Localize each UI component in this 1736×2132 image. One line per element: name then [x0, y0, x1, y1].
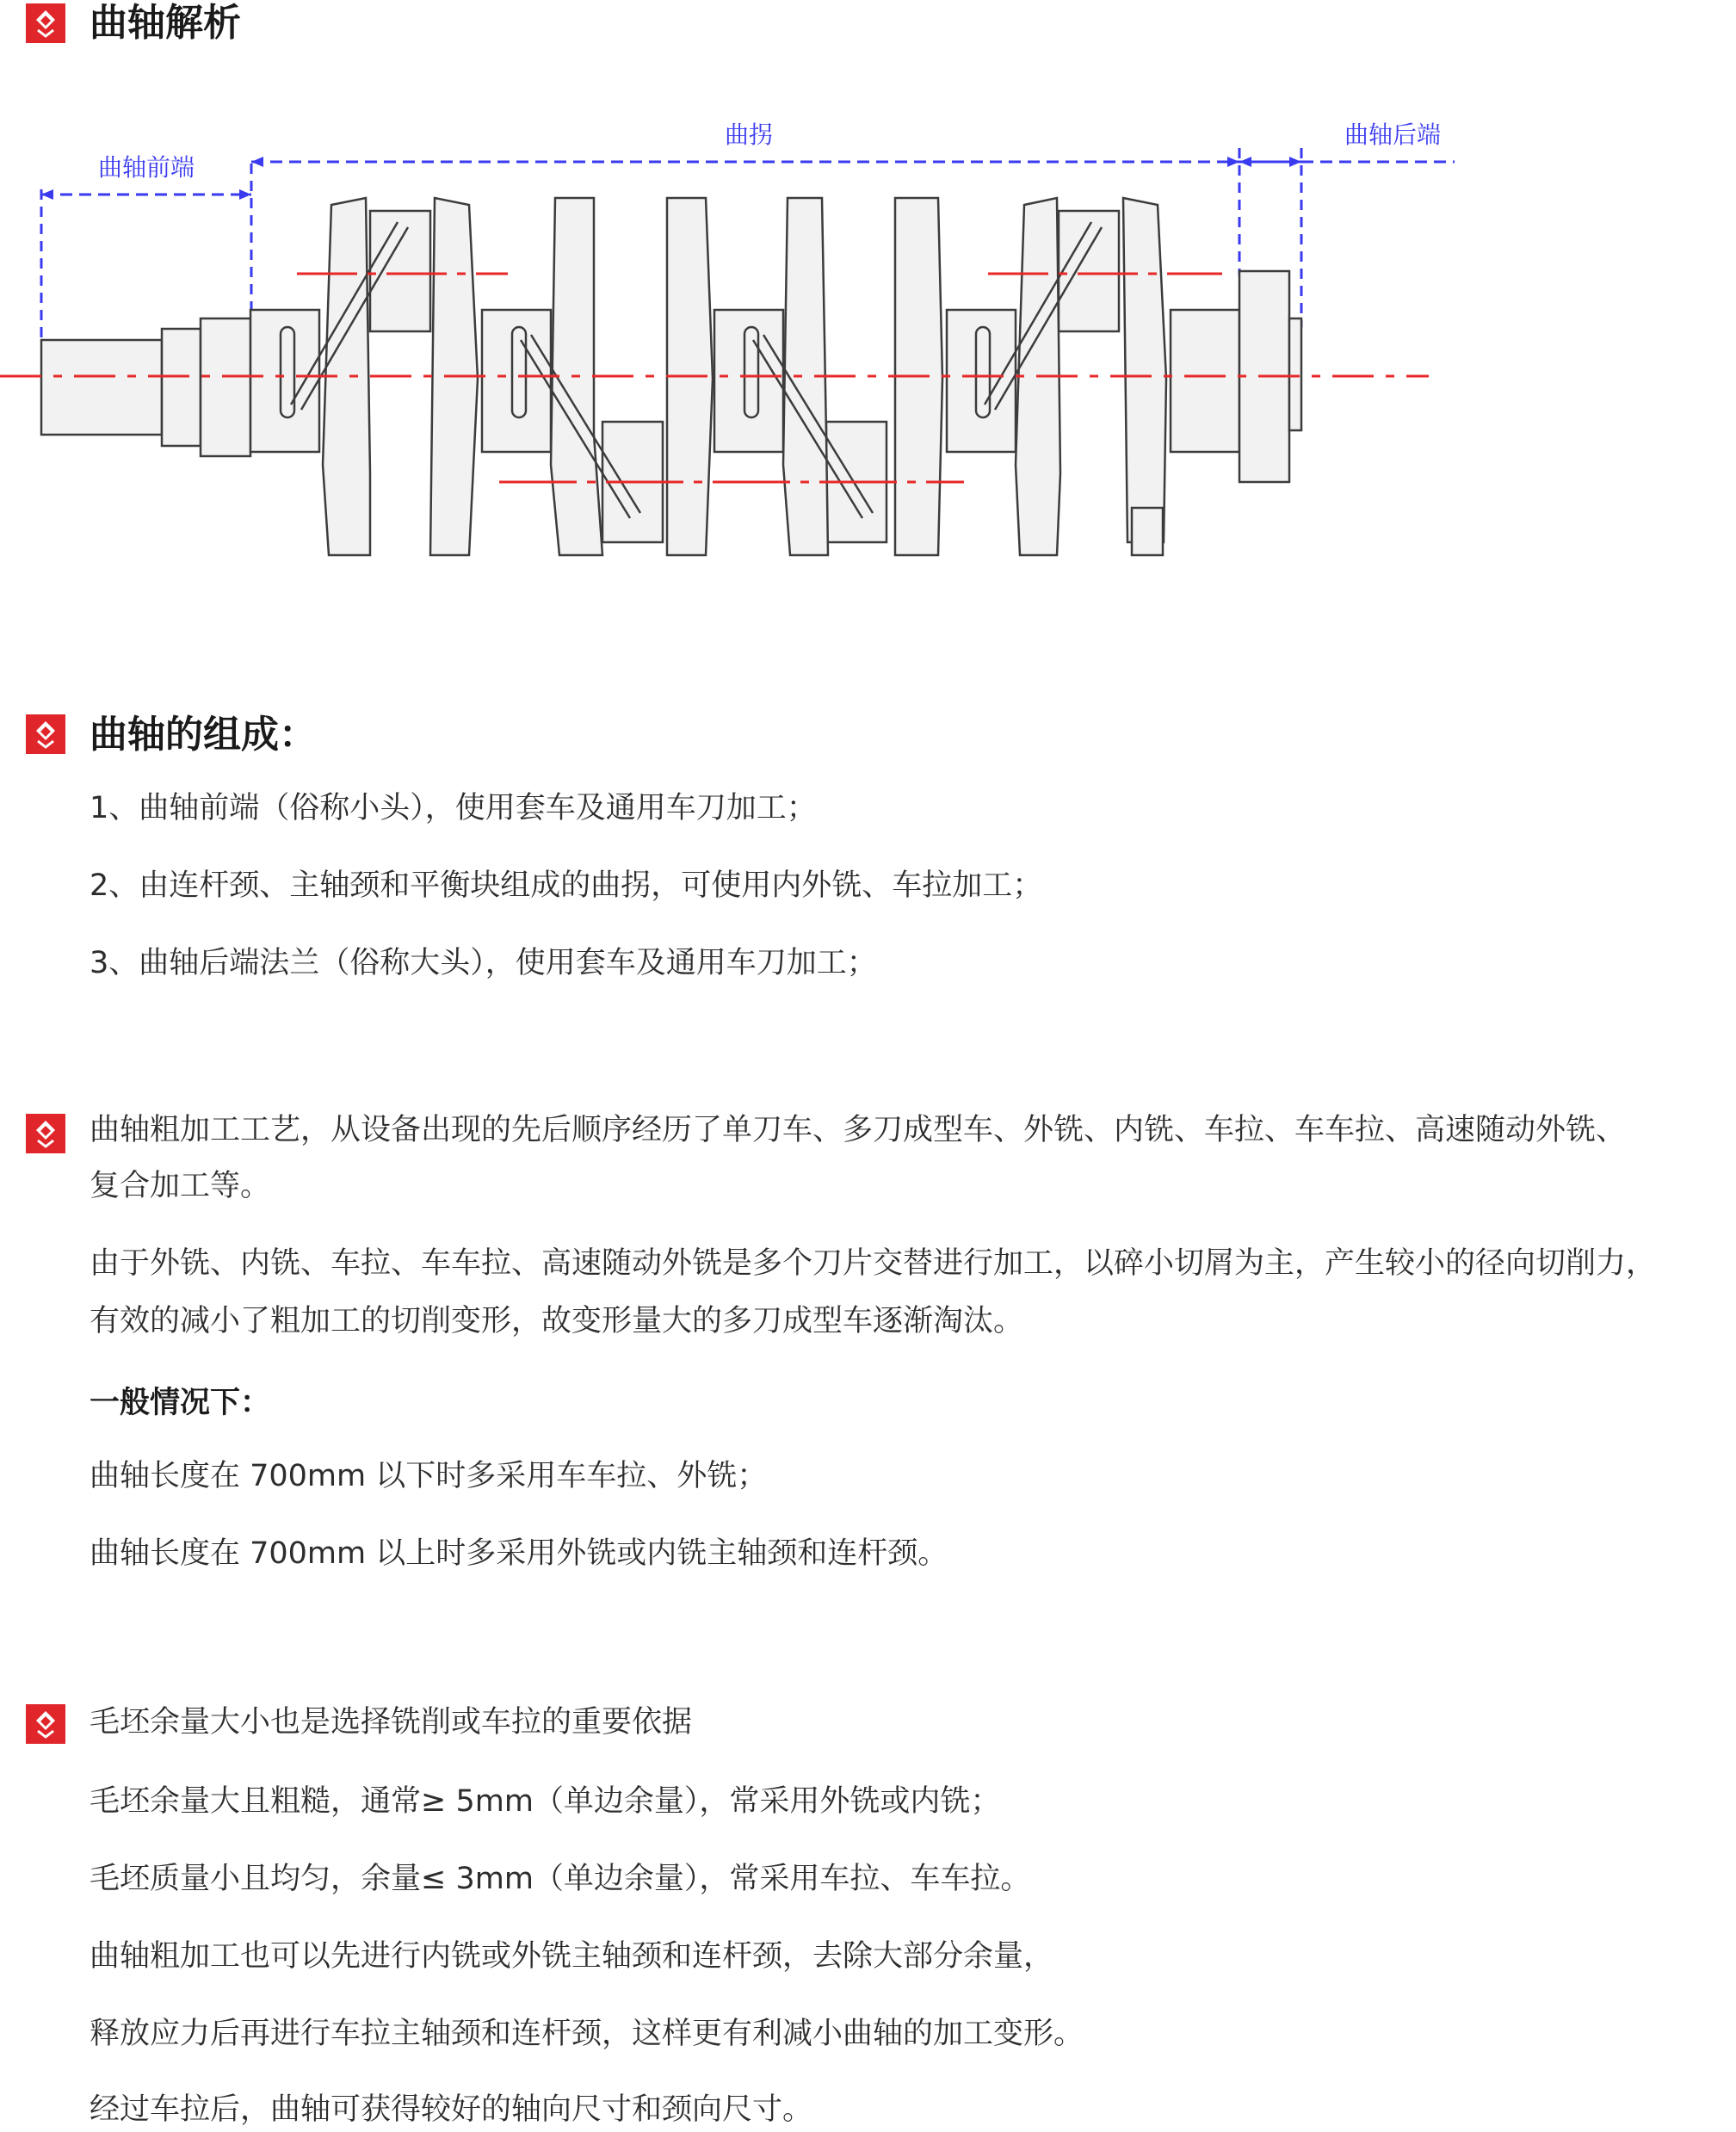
crank-pin — [370, 211, 430, 331]
page-title: 曲轴解析 — [90, 1, 241, 45]
label-throw: 曲拐 — [724, 121, 774, 149]
red-diamond-bullet-icon — [26, 1114, 65, 1153]
main-journal — [482, 310, 551, 452]
main-journal — [714, 310, 783, 452]
label-rear: 曲轴后端 — [1344, 121, 1442, 149]
composition-item: 1、曲轴前端（俗称小头），使用套车及通用车刀加工； — [90, 791, 817, 825]
red-diamond-bullet-icon — [26, 3, 65, 43]
process-paragraph-line: 由于外铣、内铣、车拉、车车拉、高速随动外铣是多个刀片交替进行加工，以碎小切屑为主，产生较小的径向切削力， — [90, 1246, 1657, 1281]
process-subheading: 一般情况下： — [90, 1386, 271, 1420]
front-nose — [41, 340, 162, 435]
crankshaft-diagram — [0, 103, 1463, 585]
main-journal — [947, 310, 1016, 452]
composition-heading: 曲轴的组成： — [90, 713, 317, 757]
composition-item: 2、由连杆颈、主轴颈和平衡块组成的曲拐，可使用内外铣、车拉加工； — [90, 868, 1043, 903]
process-paragraph-line: 有效的减小了粗加工的切削变形，故变形量大的多刀成型车逐渐淘汰。 — [90, 1304, 1024, 1338]
allowance-line: 毛坯余量大且粗糙，通常≥ 5mm（单边余量），常采用外铣或内铣； — [90, 1784, 1001, 1819]
front-hub — [201, 318, 250, 456]
rear-spigot — [1289, 318, 1301, 430]
process-rule: 曲轴长度在 700mm 以下时多采用车车拉、外铣； — [90, 1459, 768, 1493]
process-intro-line: 曲轴粗加工工艺，从设备出现的先后顺序经历了单刀车、多刀成型车、外铣、内铣、车拉、车车拉、高速随动外铣、 — [90, 1113, 1627, 1147]
process-intro-line: 复合加工等。 — [90, 1169, 271, 1203]
pin — [1132, 508, 1163, 555]
process-rule: 曲轴长度在 700mm 以上时多采用外铣或内铣主轴颈和连杆颈。 — [90, 1536, 948, 1571]
main-journal — [1171, 310, 1239, 452]
composition-item: 3、曲轴后端法兰（俗称大头），使用套车及通用车刀加工； — [90, 946, 877, 980]
front-collar — [162, 329, 201, 446]
web — [1123, 198, 1166, 542]
allowance-line: 释放应力后再进行车拉主轴颈和连杆颈，这样更有利减小曲轴的加工变形。 — [90, 2017, 1084, 2051]
allowance-line: 曲轴粗加工也可以先进行内铣或外铣主轴颈和连杆颈，去除大部分余量， — [90, 1939, 1054, 1974]
red-diamond-bullet-icon — [26, 714, 65, 754]
allowance-line: 毛坯质量小且均匀，余量≤ 3mm（单边余量），常采用车拉、车车拉。 — [90, 1862, 1031, 1896]
allowance-line: 经过车拉后，曲轴可获得较好的轴向尺寸和颈向尺寸。 — [90, 2092, 813, 2127]
allowance-heading: 毛坯余量大小也是选择铣削或车拉的重要依据 — [90, 1705, 693, 1740]
label-front: 曲轴前端 — [97, 153, 195, 182]
red-diamond-bullet-icon — [26, 1704, 65, 1744]
main-journal — [250, 310, 319, 452]
crank-pin — [1059, 211, 1119, 331]
